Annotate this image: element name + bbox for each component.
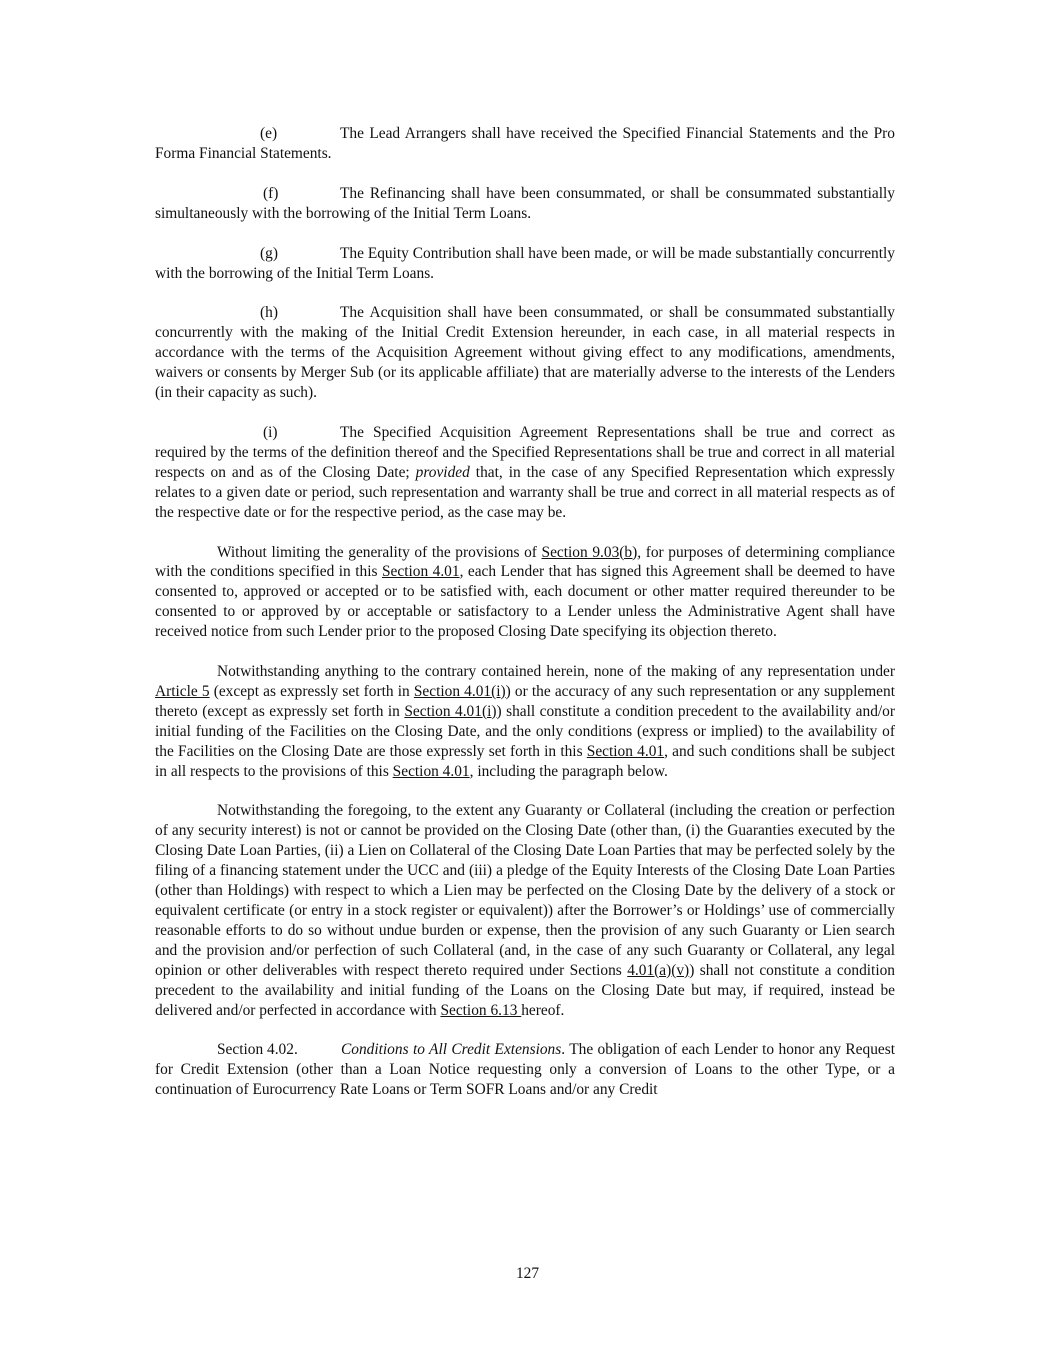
paragraph-text: , for purposes of determining compliance with the conditions specified in this <box>155 543 896 581</box>
paragraph-text: , including the paragraph below. <box>469 762 668 780</box>
paragraph-label: (g) <box>260 244 278 262</box>
page-number: 127 <box>515 1265 540 1282</box>
paragraph-text: The Lead Arrangers shall have received the Specified Financial Statements and the Pro Forma Financial Statements. <box>155 125 895 162</box>
paragraph-h <box>155 303 895 403</box>
cross-reference-link: Section 4.01(i) <box>413 682 506 700</box>
section-4-02 <box>155 1040 895 1100</box>
paragraph-text: , each Lender that has signed this Agreement shall be deemed to have consented to, approved or accepted or to be satisfied with, each document or other matter required thereunder to be consented to or approved by or acceptable or satisfactory to a Lender unless the Administrative Agent shall have received notice from such Lender prior to the proposed Closing Date specifying its objection thereto. <box>155 563 896 641</box>
paragraph-text: that, in the case of any Specified Representation which expressly relates to a given date or period, such representation and warranty shall be true and correct in all material respects as of the respective date or for the respective period, as the case may be. <box>155 463 895 521</box>
paragraph-text: The Specified Acquisition Agreement Representations shall be true and correct as required by the terms of the definition thereof and the Specified Representations shall be true and correct in all material respects on and as of the Closing Date; <box>155 423 895 481</box>
paragraph-text: ) shall constitute a condition precedent to the availability and/or initial funding of the Facilities on the Closing Date, and the only conditions (express or implied) to the availability of the Facilities on the Closing Date are those expressly set forth in this <box>155 702 895 760</box>
document-page <box>155 124 895 1120</box>
paragraph-g <box>155 244 895 284</box>
paragraph-text: The Equity Contribution shall have been made, or will be made substantially concurrently with the borrowing of the Initial Term Loans. <box>155 244 895 282</box>
paragraph-text: The Refinancing shall have been consummated, or shall be consummated substantially simultaneously with the borrowing of the Initial Term Loans. <box>155 184 895 222</box>
paragraph-label: (h) <box>260 304 278 322</box>
cross-reference-link: Section 4.01 <box>392 762 470 780</box>
paragraph-text: (except as expressly set forth in <box>209 682 414 700</box>
provided-term: provided <box>415 463 470 481</box>
paragraph-text: . The obligation of each Lender to honor any Request for Credit Extension (other than a Loan Notice requesting only a conversion of Loans to the other Type, or a continuation of Eurocurrency Rate Loans or Term SOFR Loans and/or any Credit <box>155 1041 896 1099</box>
paragraph-label: (f) <box>263 184 279 202</box>
paragraph-text: The Acquisition shall have been consummated, or shall be consummated substantially concurrently with the making of the Initial Credit Extension hereunder, in each case, in all material respects in accordance with the terms of the Acquisition Agreement without giving effect to any modifications, amendments, waivers or consents by Merger Sub (or its applicable affiliate) that are materially adverse to the interests of the Lenders (in their capacity as such). <box>155 304 895 402</box>
paragraph-text: Notwithstanding the foregoing, to the extent any Guaranty or Collateral (including the creation or perfection of any security interest) is not or cannot be provided on the Closing Date (other than, (i) the Guaranties executed by the Closing Date Loan Parties, (ii) a Lien on Collateral of the Closing Date Loan Parties that may be perfected solely by the filing of a financing statement under the UCC and (iii) a pledge of the Equity Interests of the Closing Date Loan Parties (other than Holdings) with respect to which a Lien may be perfected on the Closing Date by the delivery of a stock or equivalent certificate (or entry in a stock register or equivalent)) after the Borrower’s or Holdings’ use of commercially reasonable efforts to do so without undue burden or expense, then the provision of any such Guaranty or Lien search and the provision and/or perfection of such Collateral (and, in the case of any such Guaranty or Collateral, any legal opinion or other deliverables with respect thereto required under Sections <box>155 802 895 979</box>
paragraph-text: , and such conditions shall be subject in all respects to the provisions of this <box>155 742 895 780</box>
paragraph-text: Without limiting the generality of the provisions of <box>217 543 542 561</box>
section-heading: Conditions to All Credit Extensions <box>341 1041 562 1059</box>
paragraph-notwithstanding-2 <box>155 801 895 1020</box>
paragraph-text: ) or the accuracy of any such representation or any supplement thereto (except as expressly set forth in <box>155 682 895 720</box>
section-number: Section 4.02. <box>217 1041 298 1059</box>
paragraph-without-limiting <box>155 543 895 643</box>
cross-reference-link: Section 4.01(i) <box>404 702 497 720</box>
paragraph-label: (i) <box>263 423 278 441</box>
paragraph-i <box>155 423 895 523</box>
paragraph-notwithstanding-1 <box>155 662 895 781</box>
paragraph-text: hereof. <box>521 1001 565 1019</box>
paragraph-text: ) shall not constitute a condition precedent to the availability and initial funding of the Loans on the Closing Date but may, if required, instead be delivered and/or perfected in accordance with <box>155 961 895 1019</box>
cross-reference-link: 4.01(a)(v) <box>627 961 690 979</box>
paragraph-e <box>155 124 895 164</box>
paragraph-f <box>155 184 895 224</box>
cross-reference-link: Section 9.03(b) <box>541 543 638 561</box>
paragraph-text: Notwithstanding anything to the contrary contained herein, none of the making of any representation under <box>217 663 895 681</box>
paragraph-label: (e) <box>260 125 278 142</box>
cross-reference-link: Section 4.01 <box>586 742 665 760</box>
cross-reference-link: Section 4.01 <box>381 563 460 581</box>
cross-reference-link: Section 6.13 <box>440 1001 522 1019</box>
cross-reference-link: Article 5 <box>155 682 210 700</box>
